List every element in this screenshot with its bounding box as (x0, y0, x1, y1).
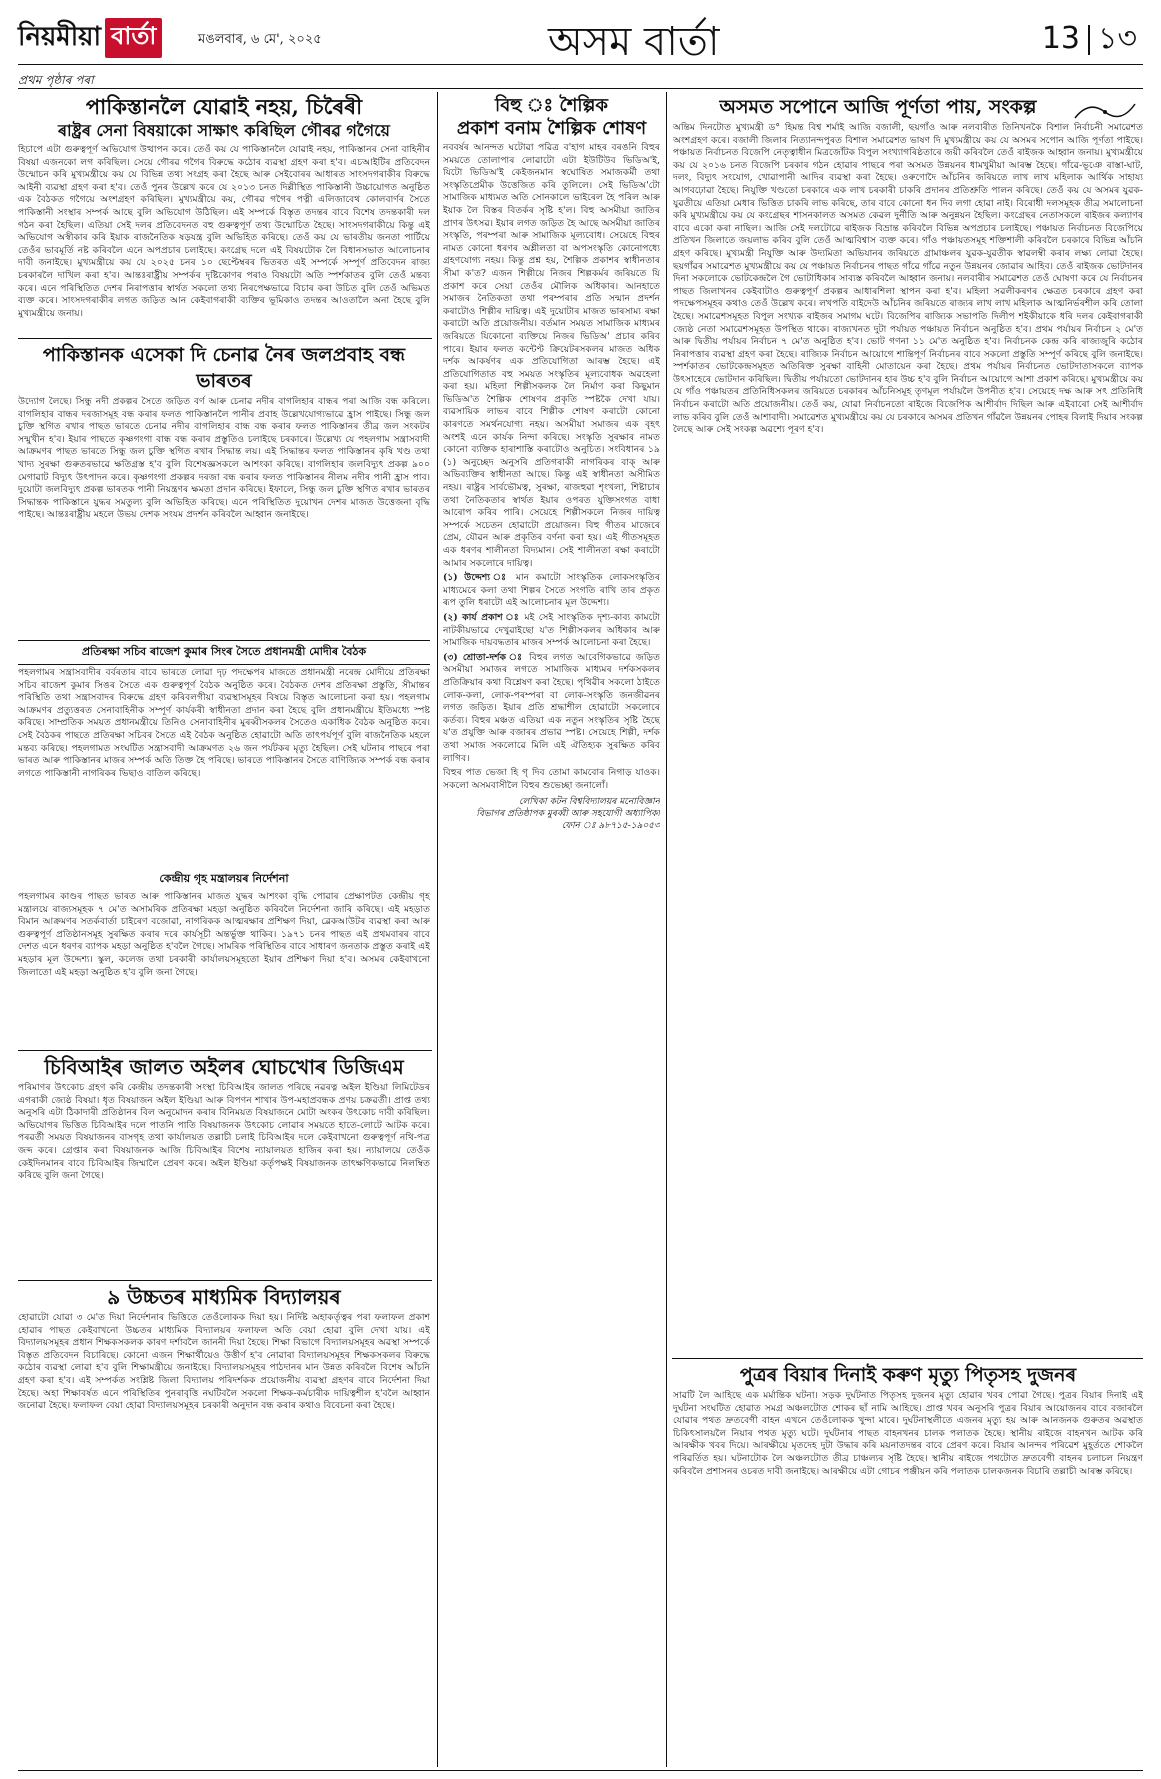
headline-cbi-dgm: চিবিআইৰ জালত অইলৰ ঘোচখোৰ ডিজিএম (44, 1055, 404, 1079)
divider-4 (672, 1358, 1143, 1359)
article-hs-schools[interactable] (18, 1284, 430, 1764)
headline-gaurav-line2: ৰাষ্ট্ৰৰ সেনা বিষয়াকো সাক্ষাৎ কৰিছিল গৌৰৱ গগৈয়ে (58, 121, 390, 140)
bihu-section-2 (443, 612, 660, 650)
author-phone: ফোন ঃ ৯৮৭১৫-১৯০৫৩ (561, 821, 660, 832)
section-title: অসম বাৰ্তা (548, 19, 720, 65)
article-cbi-dgm[interactable] (18, 1054, 430, 1276)
headline-sangkalpa: অসমত সপোনে আজি পূৰ্ণতা পায়, সংকল্প (719, 96, 1037, 118)
bihu-closing: বিহুৰ পাত ভেজা হি গৃ দিব তোমা কামবোৰ নিগাড় যাওক। সকলো অসমবাসীলৈ বিহুৰ শুভেচ্ছা জনালোঁ। (443, 767, 660, 791)
decorative-flourish-icon (1073, 98, 1137, 124)
bihu-section-1-body: মান কমাটো সাংস্কৃতিক লোকসংস্কৃতিৰ মাধ্যমেৰে কলা তথা শিল্পৰ সৈতে সংগতি ৰাখি তাৰ প্ৰকৃত ৰূপ তুলি ধৰাটো এই আলোচনাৰ মূল উদ্দেশ্য। (443, 572, 660, 609)
column-divider-left (437, 92, 438, 1767)
headline-hs-schools: ৯ উচ্চতৰ মাধ্যমিক বিদ্যালয়ৰ (107, 1285, 341, 1309)
article-gaurav[interactable] (18, 94, 430, 334)
page-number (1042, 14, 1137, 65)
body-pakistan-water: উদ্যোগ লৈছে। সিন্ধু নদী প্ৰকল্পৰ সৈতে জড়িত বৰ্ণ আৰু চেনাৱ নদীৰ বাগলিহাৰ বান্ধৰ পৰা আজি বন্ধ কৰিলে। বাগলিহাৰ বান্ধৰ দৰজাসমূহ বন্ধ কৰাৰ ফলত পাকিস্তানলৈ পানীৰ প্ৰবাহ উল্লেখযোগ্যভাৱে হ্ৰাস পাইছে। সিন্ধু জল চুক্তি স্থগিত ৰখাৰ পাছত ভাৰতে চেনাৱ নদীৰ বাগলিহাৰ বান্ধ বন্ধ কৰাৰ ফলত পাকিস্তানৰ তীব্ৰ জল সংকটৰ সন্মুখীন হ'ব। ইয়াৰ পাছতে কৃষ্ণগংগা বান্ধ বন্ধ কৰাৰ প্ৰস্তুতিও চলাইছে চৰকাৰে। উল্লেখ্য যে পহলগাম সন্ত্ৰাসবাদী আক্ৰমণৰ পাছত ভাৰতে সিন্ধু জল চুক্তি স্থগিত ৰখাৰ সিদ্ধান্ত লয়। এই সিদ্ধান্তৰ ফলত পাকিস্তানৰ কৃষি খণ্ড তথা খাদ্য সুৰক্ষা গুৰুতৰভাৱে ক্ষতিগ্ৰস্ত হ'ব বুলি বিশেষজ্ঞসকলে আশংকা কৰিছে। বাগলিহাৰ জলবিদ্যুৎ প্ৰকল্প ৯০০ মেগাৱাট বিদ্যুৎ উৎপাদন কৰে। কৃষ্ণগংগা প্ৰকল্পৰ দৰজা বন্ধ কৰাৰ ফলত পাকিস্তানৰ নীলম নদীৰ পানী হ্ৰাস পাব। দুয়োটা জলবিদ্যুৎ প্ৰকল্প ভাৰতক পানী নিয়ন্ত্ৰণৰ ক্ষমতা প্ৰদান কৰিছে। ইফালে, সিন্ধু জল চুক্তি স্থগিত ৰখাৰ ভাৰতৰ সিদ্ধান্তক পাকিস্তানে যুদ্ধৰ সমতুল্য বুলি অভিহিত কৰিছে। এনে পৰিস্থিতিত দুয়োখন দেশৰ মাজত উত্তেজনা বৃদ্ধি পাইছে। আন্তঃৰাষ্ট্ৰীয় মহলে উভয় দেশক সংযম প্ৰদৰ্শন কৰিবলৈ আহ্বান জনাইছে। (18, 396, 430, 521)
body-cbi-dgm: পৰিমাণৰ উৎকোচ গ্ৰহণ কৰি কেন্দ্ৰীয় তদন্তকাৰী সংস্থা চিবিআইৰ জালত পৰিছে নৱৰত্ন অইল ইণ্ডিয়া লিমিটেডৰ এগৰাকী জ্যেষ্ঠ বিষয়া। ধৃত বিষয়াজন অইল ইণ্ডিয়া আৰু বিপণন শাখাৰ উপ-মহাপ্ৰবন্ধক প্ৰণয় চক্ৰৱৰ্তী। প্ৰাপ্ত তথ্য অনুসৰি এটা ঠিকাদাৰী প্ৰতিষ্ঠানৰ বিল অনুমোদন কৰাৰ বিনিময়ত বিষয়াজনে মোটা অংকৰ উৎকোচ দাবী কৰিছিল। অভিযোগৰ ভিত্তিত চিবিআইৰ দলে পাতনি পাতি বিষয়াজনক উৎকোচ লোৱাৰ সময়তে হাতে-লোটে আটক কৰে। পৰৱৰ্তী সময়ত বিষয়াজনৰ বাসগৃহ তথা কাৰ্যালয়ত তল্লাচী চলাই চিবিআইৰ দলে কেইবাখনো গুৰুত্বপূৰ্ণ নথি-পত্ৰ জব্দ কৰে। গ্ৰেপ্তাৰ কৰা বিষয়াজনক আজি চিবিআইৰ বিশেষ ন্যায়ালয়ত হাজিৰ কৰা হয়। ন্যায়ালয়ে তেওঁক কেইদিনমানৰ বাবে চিবিআইৰ জিম্মালৈ প্ৰেৰণ কৰে। অইল ইণ্ডিয়া কৰ্তৃপক্ষই বিষয়াজনক তাৎক্ষণিকভাৱে নিলম্বিত কৰিছে বুলি জনা গৈছে। (18, 1082, 430, 1182)
bihu-section-3-title: (৩) শ্ৰোতা-দৰ্শক ঃ (443, 651, 525, 663)
headline-bihu-line2: প্ৰকাশ বনাম শৈল্পিক শোষণ (456, 118, 647, 139)
bihu-section-3-body: বিহুৰ লগত আবেগিকভাৱে জড়িত অসমীয়া সমাজৰ লগতে সামাজিক মাধ্যমৰ দৰ্শকসকলৰ প্ৰতিক্ৰিয়াৰ কথা বিশ্লেষণ কৰা হৈছে। পৃথিৱীৰ সকলো ঠাইতে লোক-কলা, লোক-পৰম্পৰা বা লোক-সংস্কৃতি জনজীৱনৰ লগত জড়িত। ইয়াৰ প্ৰতি শ্ৰদ্ধাশীল হোৱাটো সকলোৰে কৰ্তব্য। বিহুৰ মঞ্চত এতিয়া এক নতুন সংস্কৃতিৰ সৃষ্টি হৈছে য'ত প্ৰযুক্তি আৰু বজাৰৰ প্ৰভাৱ স্পষ্ট। সেয়েহে শিল্পী, দৰ্শক তথা সমাজ সকলোৱে মিলি এই ঐতিহ্যক সুৰক্ষিত কৰিব লাগিব। (443, 651, 660, 764)
article-home-ministry[interactable] (18, 866, 430, 1046)
subhead-pm-meeting: প্ৰতিৰক্ষা সচিব ৰাজেশ কুমাৰ সিংৰ সৈতে প্ৰধানমন্ত্ৰী মোদীৰ বৈঠক (18, 640, 430, 665)
headline-gaurav-line1: পাকিস্তানলৈ যোৱাই নহয়, চিৰৈৰী (85, 94, 363, 119)
body-home-ministry: পহলগামৰ কাণ্ডৰ পাছত ভাৰত আৰু পাকিস্তানৰ মাজত যুদ্ধৰ আশংকা বৃদ্ধি পোৱাৰ প্ৰেক্ষাপটত কেন্দ্ৰীয় গৃহ মন্ত্ৰালয়ে ৰাজ্যসমূহক ৭ মে'ত অসামৰিক প্ৰতিৰক্ষা মহড়া অনুষ্ঠিত কৰিবলৈ নিৰ্দেশনা জাৰি কৰিছে। এই মহড়াত বিমান আক্ৰমণৰ সতৰ্কবাৰ্তা চাইৰেণ বজোৱা, নাগৰিকক আত্মৰক্ষাৰ প্ৰশিক্ষণ দিয়া, ব্লেকআউটৰ ব্যৱস্থা কৰা আৰু গুৰুত্বপূৰ্ণ প্ৰতিষ্ঠানসমূহ সুৰক্ষিত কৰাৰ দৰে কাৰ্যসূচী অন্তৰ্ভুক্ত থাকিব। ১৯৭১ চনৰ পাছত এই প্ৰথমবাৰৰ বাবে দেশত এনে ধৰণৰ ব্যাপক মহড়া অনুষ্ঠিত হ'বলৈ গৈছে। সামৰিক পৰিস্থিতিৰ বাবে সাধাৰণ জনতাক প্ৰস্তুত কৰাই এই মহড়াৰ মূল উদ্দেশ্য। স্কুল, কলেজ তথা চৰকাৰী কাৰ্যালয়সমূহতো ইয়াৰ প্ৰশিক্ষণ দিয়া হ'ব। অসমৰ কেইবাখনো জিলাতো এই মহড়া অনুষ্ঠিত হ'ব বুলি জনা গৈছে। (18, 891, 430, 978)
divider-1 (18, 338, 432, 339)
author-line-1: লেখিকা কটন বিশ্ববিদ্যালয়ৰ মনোবিজ্ঞান (518, 797, 660, 808)
page-number-assamese: ১৩ (1098, 21, 1137, 56)
header-rule (18, 88, 1143, 89)
headline-accident: পুত্ৰৰ বিয়াৰ দিনাই কৰুণ মৃত্যু পিতৃসহ দুজনৰ (739, 1364, 1077, 1386)
masthead (18, 10, 1143, 65)
bihu-section-2-title: (২) কাৰ্য প্ৰকাশ ঃ (443, 611, 521, 623)
body-sangkalpa: অন্তিম দিনটোত মুখ্যমন্ত্ৰী ড° হিমন্ত বিশ্ব শৰ্মাই আজি বজালী, ছয়গাঁও আৰু নলবাৰীত তিনিখনকৈ বিশাল নিৰ্বাচনী সমাৱেশত অংশগ্ৰহণ কৰে। বজালী জিলাৰ নিত্যানন্দপুৰত বিশাল সমাৱেশত ভাষণ দি মুখ্যমন্ত্ৰীয়ে কয় যে অসমৰ সপোন আজি পূৰ্ণতা পাইছে। পঞ্চায়ত নিৰ্বাচনত বিজেপি নেতৃত্বাধীন মিত্ৰজোঁটক বিপুল সংখ্যাগৰিষ্ঠতাৰে জয়ী কৰিবলৈ তেওঁ ৰাইজক আহ্বান জনায়। মুখ্যমন্ত্ৰীয়ে কয় যে ২০১৬ চনত বিজেপি চৰকাৰ গঠন হোৱাৰ পাছৰে পৰা অসমত উন্নয়নৰ ধামখুমীয়া আৰম্ভ হৈছে। গাঁৱে-ভূঞে ৰাস্তা-ঘাট, দলং, বিদ্যুৎ সংযোগ, খোৱাপানী আদিৰ ব্যৱস্থা কৰা হৈছে। ওৰুণোদৈ আঁচনিৰ জৰিয়তে লাখ লাখ মহিলাক আৰ্থিক সাহায্য আগবঢ়োৱা হৈছে। নিযুক্তি খণ্ডতো চৰকাৰে এক লাখ চৰকাৰী চাকৰি প্ৰদানৰ প্ৰতিশ্ৰুতি পালন কৰিছে। তেওঁ কয় যে অসমৰ যুৱক-যুৱতীয়ে এতিয়া মেধাৰ ভিত্তিত চাকৰি লাভ কৰিছে, তাৰ বাবে কোনো ধন দিব লগা হোৱা নাই। বিৰোধী দলসমূহক তীব্ৰ সমালোচনা কৰি মুখ্যমন্ত্ৰীয়ে কয় যে কংগ্ৰেছৰ শাসনকালত অসমত কেৱল দুৰ্নীতি আৰু অনুন্নয়ন হৈছিল। কংগ্ৰেছৰ নেতাসকলে ৰাইজৰ কল্যাণৰ বাবে একো কৰা নাছিল। আজি সেই দলটোৱে ৰাইজক বিভ্ৰান্ত কৰিবলৈ বিভিন্ন অপপ্ৰচাৰ চলাইছে। পঞ্চায়ত নিৰ্বাচনত বিজেপিয়ে প্ৰতিখন জিলাতে জয়লাভ কৰিব বুলি তেওঁ আত্মবিশ্বাস ব্যক্ত কৰে। গাঁও পঞ্চায়তসমূহ শক্তিশালী কৰিবলৈ চৰকাৰে বিভিন্ন আঁচনি গ্ৰহণ কৰিছে। মুখ্যমন্ত্ৰী নিযুক্তি আৰু উদ্যমিতা অভিযানৰ জৰিয়তে গ্ৰামাঞ্চলৰ যুৱক-যুৱতীক স্বাৱলম্বী কৰাৰ লক্ষ্য লোৱা হৈছে। ছয়গাঁৱৰ সমাৱেশত মুখ্যমন্ত্ৰীয়ে কয় যে পঞ্চায়ত নিৰ্বাচনৰ পাছত গাঁৱে গাঁৱে নতুন উন্নয়নৰ জোৱাৰ আহিব। তেওঁ ৰাইজক ভোটদানৰ দিনা সকলোকে ভোটকেন্দ্ৰলৈ গৈ ভোটাধিকাৰ সাব্যস্ত কৰিবলৈ আহ্বান জনায়। নলবাৰীৰ সমাৱেশত তেওঁ ঘোষণা কৰে যে নিৰ্বাচনৰ পাছত জিলাখনৰ কেইবাটাও গুৰুত্বপূৰ্ণ প্ৰকল্পৰ আধাৰশিলা স্থাপন কৰা হ'ব। মহিলা সৱলীকৰণৰ ক্ষেত্ৰত চৰকাৰে গ্ৰহণ কৰা পদক্ষেপসমূহৰ কথাও তেওঁ উল্লেখ কৰে। লখপতি বাইদেউ আঁচনিৰ জৰিয়তে ৰাজ্যৰ লাখ লাখ মহিলাক আত্মনিৰ্ভৰশীল কৰি তোলা হৈছে। সমাৱেশসমূহত বিপুল সংখ্যক ৰাইজৰ সমাগম ঘটে। বিজেপিৰ ৰাজ্যিক সভাপতি দিলীপ শইকীয়াকে ধৰি দলৰ কেইবাগৰাকী জ্যেষ্ঠ নেতা সমাৱেশসমূহত উপস্থিত থাকে। ৰাজ্যখনত দুটা পৰ্যায়ত পঞ্চায়ত নিৰ্বাচন অনুষ্ঠিত হ'ব। প্ৰথম পৰ্যায়ৰ নিৰ্বাচন ২ মে'ত আৰু দ্বিতীয় পৰ্যায়ৰ নিৰ্বাচন ৭ মে'ত অনুষ্ঠিত হ'ব। ভোট গণনা ১১ মে'ত অনুষ্ঠিত হ'ব। নিৰ্বাচনক কেন্দ্ৰ কৰি ৰাজ্যজুৰি কঠোৰ নিৰাপত্তাৰ ব্যৱস্থা গ্ৰহণ কৰা হৈছে। ৰাজ্যিক নিৰ্বাচন আয়োগে শান্তিপূৰ্ণ নিৰ্বাচনৰ বাবে সকলো প্ৰস্তুতি সম্পূৰ্ণ কৰিছে বুলি জনাইছে। স্পৰ্শকাতৰ ভোটকেন্দ্ৰসমূহত অতিৰিক্ত সুৰক্ষা বাহিনী মোতায়েন কৰা হৈছে। প্ৰথম পৰ্যায়ৰ নিৰ্বাচনত ভোটদাতাসকলে ব্যাপক উৎসাহেৰে ভোটদান কৰিছিল। দ্বিতীয় পৰ্যায়তো ভোটদানৰ হাৰ উচ্চ হ'ব বুলি নিৰ্বাচন আয়োগে আশা প্ৰকাশ কৰিছে। মুখ্যমন্ত্ৰীয়ে কয় যে গাঁও পঞ্চায়তৰ প্ৰতিনিধিসকলৰ জৰিয়তে চৰকাৰৰ আঁচনিসমূহ তৃণমূল পৰ্যায়লৈ উপনীত হ'ব। সেয়েহে দক্ষ আৰু সৎ প্ৰতিনিধি নিৰ্বাচন কৰাটো অতি প্ৰয়োজনীয়। তেওঁ কয়, যোৱা নিৰ্বাচনতো ৰাইজে বিজেপিক আশীৰ্বাদ দিছিল আৰু এইবাৰো সেই আশীৰ্বাদ লাভ কৰিব বুলি তেওঁ আশাবাদী। সমাৱেশত মুখ্যমন্ত্ৰীয়ে কয় যে চৰকাৰে অসমৰ প্ৰতিখন গাঁৱলৈ উন্নয়নৰ পোহৰ বিলাই দিয়াৰ সংকল্প লৈছে আৰু সেই সংকল্প অৱশ্যে পূৰণ হ'ব। (673, 122, 1143, 436)
body-hs-schools: হোৱাটো যোৱা ৩ মে'ত দিয়া নিৰ্দেশনাৰ ভিত্তিতে তেওঁলোকক দিয়া হয়। নিৰ্দিষ্ট অহাকৰ্তৃত্বৰ পৰা ফলাফল প্ৰকাশ হোৱাৰ পাছত কেইবাখনো উচ্চতৰ মাধ্যমিক বিদ্যালয়ৰ ফলাফল অতি বেয়া হোৱা বুলি দেখা যায়। এই বিদ্যালয়সমূহৰ প্ৰধান শিক্ষকসকলক কাৰণ দৰ্শাবলৈ জাননী দিয়া হৈছে। শিক্ষা বিভাগে বিদ্যালয়সমূহৰ অৱস্থা সম্পৰ্কে বিস্তৃত প্ৰতিবেদন বিচাৰিছে। কোনো এজন শিক্ষাৰ্থীয়েও উত্তীৰ্ণ হ'ব নোৱাৰা বিদ্যালয়সমূহৰ শিক্ষকসকলৰ বিৰুদ্ধে কঠোৰ ব্যৱস্থা লোৱা হ'ব বুলি শিক্ষামন্ত্ৰীয়ে জনাইছে। বিদ্যালয়সমূহৰ পাঠদানৰ মান উন্নত কৰিবলৈ বিশেষ আঁচনি গ্ৰহণ কৰা হ'ব। এই সম্পৰ্কত সংশ্লিষ্ট জিলা বিদ্যালয় পৰিদৰ্শকক প্ৰয়োজনীয় ব্যৱস্থা গ্ৰহণৰ বাবে নিৰ্দেশনা দিয়া হৈছে। অহা শিক্ষাবৰ্ষত এনে পৰিস্থিতিৰ পুনৰাবৃত্তি নঘটিবলৈ সকলো শিক্ষক-কৰ্মচাৰীক দায়িত্বশীল হ'বলৈ আহ্বান জনোৱা হৈছে। ফলাফল বেয়া হোৱা বিদ্যালয়সমূহৰ চৰকাৰী অনুদান বন্ধ কৰাৰ কথাও বিবেচনা কৰা হৈছে। (18, 1312, 430, 1412)
author-credit (443, 796, 660, 832)
page-continuation: প্ৰথম পৃষ্ঠাৰ পৰা (18, 73, 94, 87)
body-gaurav: হিচাপে এটা গুৰুত্বপূৰ্ণ অভিযোগ উত্থাপন কৰে। তেওঁ কয় যে পাকিস্তানলৈ যোৱাই নহয়, পাকিস্তানৰ সেনা বাহিনীৰ বিষয়া এজনকো লগ কৰিছিল। সেয়ে গৌৰৱ গগৈৰ বিৰুদ্ধে কঠোৰ ব্যৱস্থা গ্ৰহণ কৰা হ'ব। এচআইটিৰ প্ৰতিবেদন উন্মোচন কৰি মুখ্যমন্ত্ৰীয়ে কয় যে বিভিন্ন তথ্য সংগ্ৰহ কৰা হৈছে আৰু সেইবোৰৰ আধাৰত সাংসদগৰাকীৰ বিৰুদ্ধে আইনী ব্যৱস্থা গ্ৰহণ কৰা হ'ব। তেওঁ পুনৰ উল্লেখ কৰে যে ২০১৩ চনত দিল্লীস্থিত পাকিস্তানী উচ্চায়োগত অনুষ্ঠিত এক বৈঠকত গগৈয়ে অংশগ্ৰহণ কৰিছিল। মুখ্যমন্ত্ৰীয়ে কয়, গৌৰৱ গগৈৰ পত্নী এলিজাবেথ কোলবাৰ্ণৰ সৈতে পাকিস্তানী সংস্থাৰ সম্পৰ্ক আছে বুলি অভিযোগ উঠিছিল। এই সম্পৰ্কে বিস্তৃত তদন্তৰ বাবে বিশেষ তদন্তকাৰী দল গঠন কৰা হৈছিল। এতিয়া সেই দলৰ প্ৰতিবেদনত বহু গুৰুত্বপূৰ্ণ তথ্য উন্মোচিত হৈছে। সাংসদগৰাকীয়ে কিন্তু এই অভিযোগ অস্বীকাৰ কৰি ইয়াক ৰাজনৈতিক ষড়যন্ত্ৰ বুলি অভিহিত কৰিছে। তেওঁ কয় যে ভাৰতীয় জনতা পাৰ্টিয়ে তেওঁৰ ভাবমূৰ্তি নষ্ট কৰিবলৈ এনে অপপ্ৰচাৰ চলাইছে। কংগ্ৰেছ দলে এই বিষয়টোক লৈ বিধানসভাত আলোচনাৰ দাবী জনাইছে। মুখ্যমন্ত্ৰীয়ে কয় যে ২০২৫ চনৰ ১০ ছেপ্টেম্বৰৰ ভিতৰত এই সম্পৰ্কে সম্পূৰ্ণ প্ৰতিবেদন ৰাজ্য চৰকাৰলৈ দাখিল কৰা হ'ব। আন্তঃৰাষ্ট্ৰীয় সম্পৰ্কৰ দৃষ্টিকোণৰ পৰাও বিষয়টো অতি স্পৰ্শকাতৰ বুলি তেওঁ মন্তব্য কৰে। এনে পৰিস্থিতিত দেশৰ নিৰাপত্তাৰ স্বাৰ্থত সকলো তথ্য নিৰপেক্ষভাৱে বিচাৰ কৰা উচিত বুলি তেওঁ অভিমত ব্যক্ত কৰে। সাংসদগৰাকীৰ লগত জড়িত আন কেইবাগৰাকী ব্যক্তিৰ ভূমিকাও তদন্তৰ আওতালৈ অনা হৈছে বুলি মুখ্যমন্ত্ৰীয়ে জনায়। (18, 144, 430, 319)
logo-text-barta: বার্তা (105, 18, 162, 58)
article-sangkalpa[interactable] (673, 94, 1143, 1354)
bihu-section-2-body: মই সেই সাংস্কৃতিক দৃশ্য-কাব্য কামটো নাটকীয়ভাৱে দেখুৱাইছো য'ত শিল্পীসকলৰ অধিকাৰ আৰু সামাজিক দায়বদ্ধতাৰ মাজৰ সম্পৰ্ক আলোচনা কৰা হৈছে। (443, 611, 660, 649)
dateline: মঙলবাৰ, ৬ মে', ২০২৫ (198, 32, 322, 47)
page-number-divider (1088, 25, 1090, 55)
headline-bihu-line1: বিহু ঃ শৈল্পিক (495, 95, 608, 116)
article-pm-meeting[interactable] (18, 636, 430, 862)
divider-3 (18, 1280, 432, 1281)
bihu-section-1-title: (১) উদ্দেশ্য ঃ (443, 572, 510, 584)
headline-pakistan-water: পাকিস্তানক এসেকা দি চেনাৱ নৈৰ জলপ্ৰবাহ বন্ধ ভাৰতৰ (42, 344, 406, 392)
newspaper-logo[interactable] (18, 16, 162, 60)
column-divider-right (666, 92, 667, 1767)
page-number-latin: 13 (1041, 21, 1081, 56)
bihu-section-1 (443, 572, 660, 610)
bihu-section-3 (443, 652, 660, 765)
author-line-2: বিভাগৰ প্ৰতিষ্ঠাপক মুৰব্বী আৰু সহযোগী অধ্যাপিকা (476, 809, 660, 820)
divider-2 (18, 1050, 432, 1051)
article-bihu[interactable] (443, 94, 660, 1764)
body-pm-meeting: পহলগামৰ সন্ত্ৰাসবাদীৰ বৰ্বৰতাৰ বাবে ভাৰতে লোৱা দৃঢ় পদক্ষেপৰ মাজতে প্ৰধানমন্ত্ৰী নৰেন্দ্ৰ মোদীয়ে প্ৰতিৰক্ষা সচিব ৰাজেশ কুমাৰ সিঙৰ সৈতে এক গুৰুত্বপূৰ্ণ বৈঠক অনুষ্ঠিত কৰে। বৈঠকত দেশৰ প্ৰতিৰক্ষা প্ৰস্তুতি, সীমান্তৰ পৰিস্থিতি তথা সন্ত্ৰাসবাদৰ বিৰুদ্ধে গ্ৰহণ কৰিবলগীয়া ব্যৱস্থাসমূহৰ বিষয়ে বিস্তৃত আলোচনা কৰা হয়। পহলগাম আক্ৰমণৰ প্ৰত্যুত্তৰত সেনাবাহিনীক সম্পূৰ্ণ কাৰ্যকৰী স্বাধীনতা প্ৰদান কৰা হৈছে বুলি প্ৰধানমন্ত্ৰীয়ে ইতিমধ্যে স্পষ্ট কৰিছে। সাম্প্ৰতিক সময়ত প্ৰধানমন্ত্ৰীয়ে তিনিও সেনাবাহিনীৰ মুৰব্বীসকলৰ সৈতেও একাধিক বৈঠক অনুষ্ঠিত কৰে। সেই বৈঠকৰ পাছতে প্ৰতিৰক্ষা সচিবৰ সৈতে এই বৈঠক অনুষ্ঠিত হোৱাটো অতি তাৎপৰ্যপূৰ্ণ বুলি ৰাজনৈতিক মহলে মন্তব্য কৰিছে। পহলগামত সংঘটিত সন্ত্ৰাসবাদী আক্ৰমণত ২৬ জন পৰ্যটকৰ মৃত্যু হৈছিল। সেই ঘটনাৰ পাছৰে পৰা ভাৰত আৰু পাকিস্তানৰ মাজৰ সম্পৰ্ক অতি তিক্ত হৈ পৰিছে। ভাৰতে পাকিস্তানৰ সৈতে বাণিজ্যিক সম্পৰ্ক বন্ধ কৰাৰ লগতে পাকিস্তানী নাগৰিকৰ ভিছাও বাতিল কৰিছে। (18, 667, 430, 779)
subhead-home-ministry: কেন্দ্ৰীয় গৃহ মন্ত্ৰালয়ৰ নিৰ্দেশনা (159, 872, 289, 885)
footer-rule (18, 1770, 1143, 1771)
logo-text-niyomiya: নিয়মীয়া (18, 22, 102, 52)
body-accident: সাৱটি লৈ আহিছে এক মৰ্মান্তিক ঘটনা। সড়ক দুৰ্ঘটনাত পিতৃসহ দুজনৰ মৃত্যু হোৱাৰ খবৰ পোৱা গৈছে। পুত্ৰৰ বিয়াৰ দিনাই এই দুৰ্ঘটনা সংঘটিত হোৱাত সমগ্ৰ অঞ্চলটোত শোকৰ ছাঁ নামি আহিছে। প্ৰাপ্ত খবৰ অনুসৰি পুত্ৰৰ বিয়াৰ আয়োজনৰ বাবে বজাৰলৈ যোৱাৰ পথত দ্ৰুতবেগী বাহন এখনে তেওঁলোকক খুন্দা মাৰে। দুৰ্ঘটনাস্থলীতে এজনৰ মৃত্যু হয় আৰু আনজনক গুৰুতৰ অৱস্থাত চিকিৎসালয়লৈ নিয়াৰ পথত মৃত্যু ঘটে। দুৰ্ঘটনাৰ পাছত বাহনখনৰ চালক পলাতক হৈছে। স্থানীয় ৰাইজে বাহনখন আটক কৰি আৰক্ষীক খবৰ দিয়ে। আৰক্ষীয়ে মৃতদেহ দুটা উদ্ধাৰ কৰি ময়নাতদন্তৰ বাবে প্ৰেৰণ কৰে। বিয়াৰ আনন্দৰ পৰিৱেশ মুহূৰ্ততে শোকলৈ পৰিৱৰ্তিত হয়। ঘটনাটোক লৈ অঞ্চলটোত তীব্ৰ চাঞ্চল্যৰ সৃষ্টি হৈছে। স্থানীয় ৰাইজে পথটোত দ্ৰুতবেগী বাহনৰ চলাচল নিয়ন্ত্ৰণ কৰিবলৈ প্ৰশাসনৰ ওচৰত দাবী জনাইছে। আৰক্ষীয়ে এটা গোচৰ পঞ্জীয়ন কৰি পলাতক চালকজনক বিচাৰি তল্লাচী আৰম্ভ কৰিছে। (673, 1390, 1143, 1477)
masthead-rule (18, 64, 1143, 65)
article-pakistan-water[interactable] (18, 342, 430, 632)
body-bihu: নববৰ্ষৰ আনন্দত ঘটোৱা পৱিত্ৰ ব'হাগ মাহৰ বৰঙনি বিহুৰ সময়তে তোলাপাৰ লোৱাটো এটা ইউটিউব ভিডিঅ'ই, যিটো ভিডিঅ'ই কেইজনমান স্বঘোষিত সমাজকৰ্মী তথা সংস্কৃতিপ্ৰেমীক উত্তেজিত কৰি তুলিলে। সেই ভিডিঅ'টো সামাজিক মাধ্যমত অতি সোনকালে ভাইৰেল হৈ পৰিল আৰু ইয়াক লৈ বিস্তৰ বিতৰ্কৰ সৃষ্টি হ'ল। বিহু অসমীয়া জাতিৰ প্ৰাণৰ উৎসৱ। ইয়াৰ লগত জড়িত হৈ আছে অসমীয়া জাতিৰ সংস্কৃতি, পৰম্পৰা আৰু সামাজিক মূল্যবোধ। সেয়েহে বিহুৰ নামত কোনো ধৰণৰ অশ্লীলতা বা অপসংস্কৃতি কোনোপধ্যে গ্ৰহণযোগ্য নহয়। কিন্তু প্ৰশ্ন হয়, শৈল্পিক প্ৰকাশৰ স্বাধীনতাৰ সীমা ক'ত? এজন শিল্পীয়ে নিজৰ শিল্পকৰ্মৰ জৰিয়তে যি প্ৰকাশ কৰে সেয়া তেওঁৰ মৌলিক অধিকাৰ। আনহাতে সমাজৰ নৈতিকতা তথা পৰম্পৰাৰ প্ৰতি সন্মান প্ৰদৰ্শন কৰাটোও শিল্পীৰ দায়িত্ব। এই দুয়োটাৰ মাজত ভাৰসাম্য ৰক্ষা কৰাটো অতি প্ৰয়োজনীয়। বৰ্তমান সময়ত সামাজিক মাধ্যমৰ জৰিয়তে যিকোনো ব্যক্তিয়ে নিজৰ ভিডিঅ' প্ৰচাৰ কৰিব পাৰে। ইয়াৰ ফলত কন্টেণ্ট ক্ৰিয়েটৰসকলৰ মাজত অধিক দৰ্শক আকৰ্ষণৰ এক প্ৰতিযোগিতা আৰম্ভ হৈছে। এই প্ৰতিযোগিতাত বহু সময়ত সংস্কৃতিৰ মূল্যবোধক অৱহেলা কৰা হয়। মহিলা শিল্পীসকলক লৈ নিৰ্মাণ কৰা কিছুমান ভিডিঅ'ত শৈল্পিক শোষণৰ প্ৰকৃতি স্পষ্টকৈ দেখা যায়। ব্যৱসায়িক লাভৰ বাবে শিল্পীক শোষণ কৰাটো কোনো কাৰণতে সমৰ্থনযোগ্য নহয়। অসমীয়া সমাজৰ এক বৃহৎ অংশই এনে কাৰ্যক নিন্দা কৰিছে। সংস্কৃতি সুৰক্ষাৰ নামত কোনো ব্যক্তিক হাৰাশাস্তি কৰাটোও অনুচিত। সংবিধানৰ ১৯ (১) অনুচ্ছেদ অনুসৰি প্ৰতিগৰাকী নাগৰিকৰ বাক্ আৰু অভিব্যক্তিৰ স্বাধীনতা আছে। কিন্তু এই স্বাধীনতা অসীমিত নহয়। ৰাষ্ট্ৰৰ সাৰ্বভৌমত্ব, সুৰক্ষা, ৰাজহুৱা শৃংখলা, শিষ্টাচাৰ তথা নৈতিকতাৰ স্বাৰ্থত ইয়াৰ ওপৰত যুক্তিসংগত বাধা আৰোপ কৰিব পাৰি। সেয়েহে শিল্পীসকলে নিজৰ দায়িত্ব সম্পৰ্কে সচেতন হোৱাটো প্ৰয়োজন। বিহু গীতৰ মাজেৰে প্ৰেম, যৌৱন আৰু প্ৰকৃতিৰ বৰ্ণনা কৰা হয়। এই গীতসমূহত এক ধৰণৰ শালীনতা বিদ্যমান। সেই শালীনতা ৰক্ষা কৰাটো আমাৰ সকলোৰে দায়িত্ব। (443, 142, 660, 569)
article-accident[interactable] (673, 1362, 1143, 1764)
